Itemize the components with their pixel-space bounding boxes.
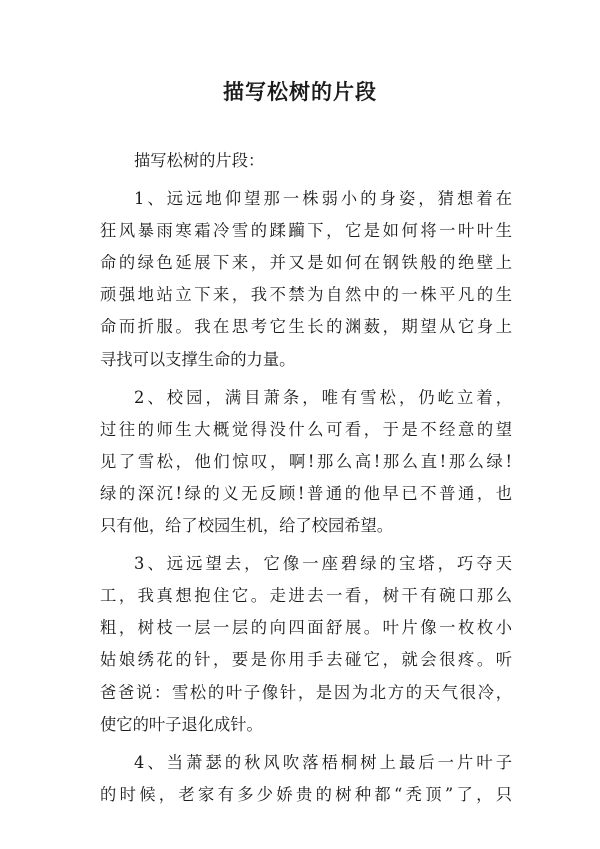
paragraph-2 [100,382,512,542]
paragraph-line: 只有他，给了校园生机，给了校园希望。 [100,516,394,536]
paragraph-line: 过往的师生大概觉得没什么可看，于是不经意的望 [100,419,512,439]
paragraph-intro [100,145,512,177]
paragraph-line: 3、远远望去，它像一座碧绿的宝塔，巧夺天 [134,554,512,574]
paragraph-line: 的时候，老家有多少娇贵的树种都“秃顶”了，只 [100,784,512,804]
paragraph-line: 使它的叶子退化成针。 [100,714,263,734]
paragraph-line: 爸爸说：雪松的叶子像针，是因为北方的天气很冷， [100,682,512,702]
paragraph-3 [100,548,512,741]
paragraph-line: 工，我真想抱住它。走进去一看，树干有碗口那么 [100,586,512,606]
paragraph-1 [100,183,512,376]
paragraph-line: 见了雪松，他们惊叹，啊!那么高!那么直!那么绿! [100,451,512,471]
paragraph-line: 1、远远地仰望那一株弱小的身姿，猜想着在 [134,189,512,209]
paragraph-line: 2、校园，满目萧条，唯有雪松，仍屹立着， [134,387,512,407]
paragraph-line: 粗，树枝一层一层的向四面舒展。叶片像一枚枚小 [100,618,512,638]
document-body [100,145,512,817]
paragraph-line: 4、当萧瑟的秋风吹落梧桐树上最后一片叶子 [134,752,512,772]
paragraph-line: 姑娘绣花的针，要是你用手去碰它，就会很疼。听 [100,650,512,670]
document-title: 描写松树的片段 [223,80,377,104]
paragraph-line: 寻找可以支撑生命的力量。 [100,349,296,369]
paragraph-line: 描写松树的片段： [134,151,265,170]
paragraph-4 [100,747,512,811]
paragraph-line: 命而折服。我在思考它生长的渊薮，期望从它身上 [100,317,512,337]
paragraph-line: 命的绿色延展下来，并又是如何在钢铁般的绝壁上 [100,253,512,273]
paragraph-line: 绿的深沉!绿的义无反顾!普通的他早已不普通，也 [100,483,512,503]
paragraph-line: 狂风暴雨寒霜冷雪的蹂躏下，它是如何将一叶叶生 [100,221,512,241]
paragraph-line: 顽强地站立下来，我不禁为自然中的一株平凡的生 [100,285,512,305]
